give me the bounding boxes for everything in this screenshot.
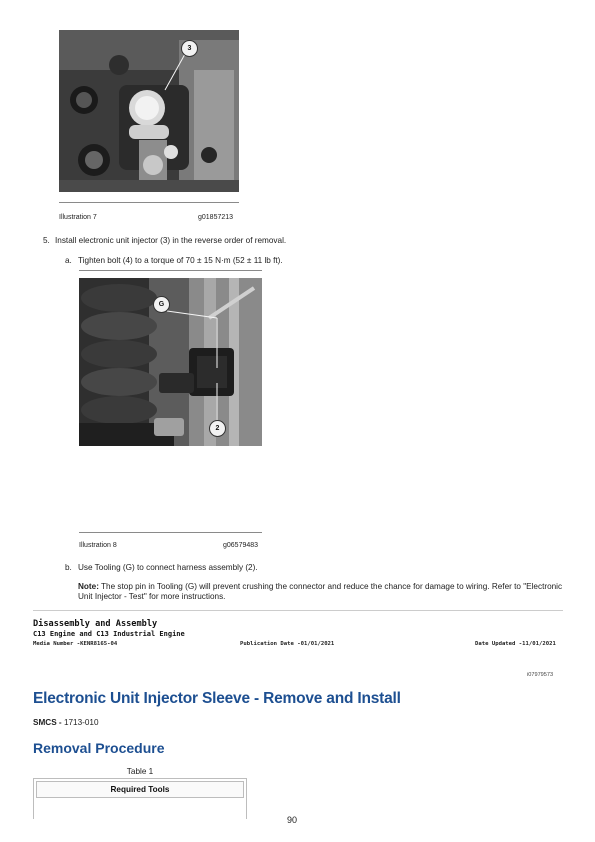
publication-date: Publication Date -01/01/2021 [240,641,335,647]
callout-2: 2 [209,420,226,437]
date-updated: Date Updated -11/01/2021 [475,641,556,647]
step-5a-letter: a. [65,256,72,265]
step-5b-letter: b. [65,563,72,572]
figure7-caption-label: Illustration 7 [59,214,97,221]
doc-id: i07979573 [527,672,554,678]
step-5b-note [78,582,566,602]
media-number: Media Number -KENR8165-04 [33,641,118,647]
smcs-label: SMCS - [33,718,64,727]
figure8-caption-rule [79,532,262,533]
note-label: Note: [78,582,99,591]
smcs-code: 1713-010 [63,718,99,727]
harness-connector-photo [79,278,262,446]
illustration-7-photo [59,30,239,192]
required-tools-table [33,778,247,819]
section-separator [33,610,563,611]
page-title: Electronic Unit Injector Sleeve - Remove and Install [33,690,401,707]
figure8-caption-label: Illustration 8 [79,542,117,549]
illustration-8-photo [79,278,262,446]
removal-procedure-heading: Removal Procedure [33,740,165,756]
table-caption: Table 1 [126,767,154,776]
engine-injector-photo [59,30,239,192]
figure7-caption-rule [59,202,239,203]
callout-3: 3 [181,40,198,57]
note-text: The stop pin in Tooling (G) will prevent crushing the connector and reduce the chance for damage to wiring. Refer to "Electronic Unit Injector - Test" for more instructions. [78,582,563,601]
engine-subtitle: C13 Engine and C13 Industrial Engine [33,630,185,638]
step-5a-text: Tighten bolt (4) to a torque of 70 ± 15 N·m (52 ± 11 lb ft). [78,256,283,265]
step-5b-text: Use Tooling (G) to connect harness assembly (2). [78,563,258,572]
callout-g: G [153,296,170,313]
figure8-top-rule [79,270,262,271]
table-header-cell: Required Tools [36,781,244,798]
figure8-caption-id: g06579483 [223,542,259,549]
step-5-text: Install electronic unit injector (3) in the reverse order of removal. [55,236,287,245]
step-5-number: 5. [43,236,50,245]
figure7-caption-id: g01857213 [198,214,234,221]
section-title: Disassembly and Assembly [33,619,158,629]
smcs-line [33,718,99,728]
page-number: 90 [287,815,298,825]
